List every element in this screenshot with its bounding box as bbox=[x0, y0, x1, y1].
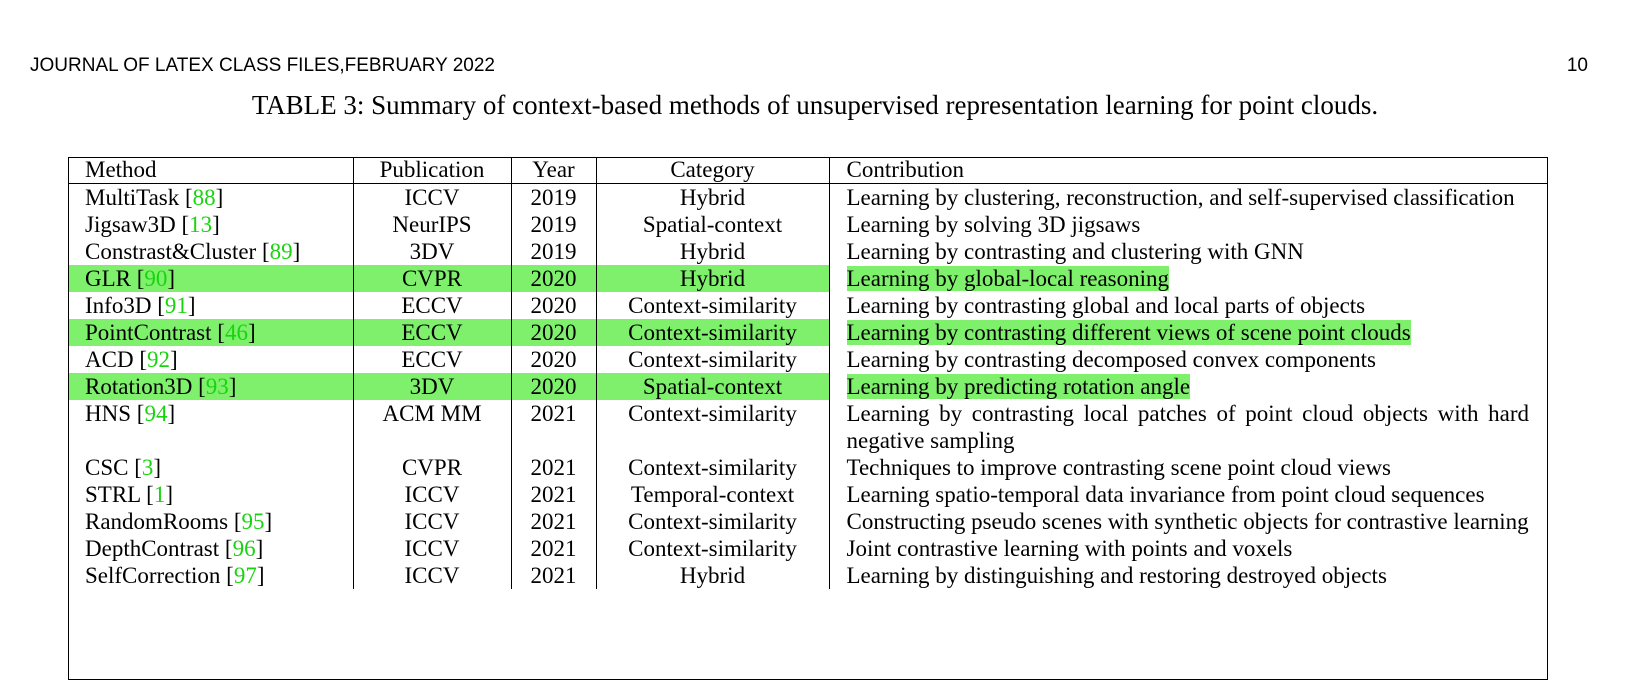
table-row bbox=[69, 319, 1547, 346]
contribution-cell bbox=[829, 238, 1547, 265]
year-cell: 2020 bbox=[511, 346, 596, 373]
contribution-cell bbox=[829, 454, 1547, 481]
contribution-text: Learning by contrasting and clustering with GNN bbox=[846, 239, 1304, 264]
category-cell: Hybrid bbox=[596, 184, 829, 212]
contribution-cell bbox=[829, 346, 1547, 373]
category-cell: Context-similarity bbox=[596, 508, 829, 535]
year-cell: 2021 bbox=[511, 508, 596, 535]
method-name: Rotation3D bbox=[85, 374, 193, 399]
year-cell: 2020 bbox=[511, 373, 596, 400]
method-cell: ACD [92] bbox=[69, 346, 353, 373]
table-row bbox=[69, 535, 1547, 562]
contribution-cell bbox=[829, 400, 1547, 454]
category-cell: Spatial-context bbox=[596, 211, 829, 238]
publication-cell: ICCV bbox=[353, 508, 511, 535]
citation-link[interactable]: 13 bbox=[189, 212, 213, 237]
citation-link[interactable]: 94 bbox=[144, 401, 168, 426]
citation-link[interactable]: 97 bbox=[233, 563, 257, 588]
category-cell: Hybrid bbox=[596, 562, 829, 589]
table-row bbox=[69, 400, 1547, 454]
publication-cell: 3DV bbox=[353, 238, 511, 265]
method-name: SelfCorrection bbox=[85, 563, 221, 588]
category-cell: Temporal-context bbox=[596, 481, 829, 508]
method-name: Info3D bbox=[85, 293, 152, 318]
column-header-year: Year bbox=[511, 158, 596, 184]
citation-link[interactable]: 3 bbox=[141, 455, 154, 480]
method-name: ACD bbox=[85, 347, 134, 372]
contribution-cell bbox=[829, 481, 1547, 508]
column-header-publication: Publication bbox=[353, 158, 511, 184]
table-row bbox=[69, 238, 1547, 265]
contribution-cell bbox=[829, 508, 1547, 535]
table-row bbox=[69, 211, 1547, 238]
publication-cell: ACM MM bbox=[353, 400, 511, 454]
method-cell: GLR [90] bbox=[69, 265, 353, 292]
contribution-cell bbox=[829, 211, 1547, 238]
publication-cell: ECCV bbox=[353, 346, 511, 373]
contribution-text: Learning by global-local reasoning bbox=[846, 266, 1170, 291]
contribution-cell bbox=[829, 265, 1547, 292]
year-cell: 2021 bbox=[511, 400, 596, 454]
citation-link[interactable]: 91 bbox=[164, 293, 188, 318]
publication-cell: ICCV bbox=[353, 535, 511, 562]
method-cell: SelfCorrection [97] bbox=[69, 562, 353, 589]
publication-cell: ICCV bbox=[353, 562, 511, 589]
contribution-cell bbox=[829, 184, 1547, 212]
category-cell: Spatial-context bbox=[596, 373, 829, 400]
method-cell: STRL [1] bbox=[69, 481, 353, 508]
method-cell: RandomRooms [95] bbox=[69, 508, 353, 535]
contribution-text: Constructing pseudo scenes with synthetic objects for contrastive learning bbox=[846, 509, 1529, 534]
citation-link[interactable]: 1 bbox=[153, 482, 166, 507]
method-name: Jigsaw3D bbox=[85, 212, 176, 237]
method-name: PointContrast bbox=[85, 320, 212, 345]
method-cell: Constrast&Cluster [89] bbox=[69, 238, 353, 265]
method-cell: Rotation3D [93] bbox=[69, 373, 353, 400]
table-row bbox=[69, 373, 1547, 400]
table-row bbox=[69, 481, 1547, 508]
method-name: MultiTask bbox=[85, 185, 180, 210]
contribution-cell bbox=[829, 292, 1547, 319]
category-cell: Context-similarity bbox=[596, 454, 829, 481]
publication-cell: ECCV bbox=[353, 292, 511, 319]
publication-cell: ECCV bbox=[353, 319, 511, 346]
table-row bbox=[69, 454, 1547, 481]
year-cell: 2021 bbox=[511, 481, 596, 508]
category-cell: Context-similarity bbox=[596, 292, 829, 319]
table-row bbox=[69, 265, 1547, 292]
table-body bbox=[69, 184, 1547, 590]
year-cell: 2021 bbox=[511, 535, 596, 562]
publication-cell: 3DV bbox=[353, 373, 511, 400]
publication-cell: CVPR bbox=[353, 454, 511, 481]
contribution-text: Learning by solving 3D jigsaws bbox=[846, 212, 1141, 237]
contribution-cell bbox=[829, 319, 1547, 346]
method-name: GLR bbox=[85, 266, 131, 291]
method-name: CSC bbox=[85, 455, 129, 480]
method-cell: DepthContrast [96] bbox=[69, 535, 353, 562]
contribution-text: Learning by clustering, reconstruction, and self-supervised classification bbox=[846, 185, 1515, 210]
contribution-text: Learning by predicting rotation angle bbox=[846, 374, 1191, 399]
contribution-text: Techniques to improve contrasting scene point cloud views bbox=[846, 455, 1392, 480]
year-cell: 2020 bbox=[511, 265, 596, 292]
method-name: Constrast&Cluster bbox=[85, 239, 257, 264]
table-caption: TABLE 3: Summary of context-based methods of unsupervised representation learning for point clouds. bbox=[251, 90, 1379, 120]
table-row bbox=[69, 346, 1547, 373]
citation-link[interactable]: 93 bbox=[205, 374, 229, 399]
category-cell: Hybrid bbox=[596, 265, 829, 292]
column-header-category: Category bbox=[596, 158, 829, 184]
contribution-text: Learning spatio-temporal data invariance from point cloud sequences bbox=[846, 482, 1485, 507]
category-cell: Context-similarity bbox=[596, 400, 829, 454]
citation-link[interactable]: 90 bbox=[144, 266, 168, 291]
category-cell: Context-similarity bbox=[596, 535, 829, 562]
table-row bbox=[69, 508, 1547, 535]
column-header-contribution: Contribution bbox=[829, 158, 1547, 184]
citation-link[interactable]: 95 bbox=[241, 509, 265, 534]
table-row bbox=[69, 562, 1547, 589]
contribution-cell bbox=[829, 535, 1547, 562]
method-cell: CSC [3] bbox=[69, 454, 353, 481]
method-name: RandomRooms bbox=[85, 509, 229, 534]
running-head: JOURNAL OF LATEX CLASS FILES,FEBRUARY 2022 bbox=[30, 55, 495, 76]
citation-link[interactable]: 92 bbox=[146, 347, 170, 372]
category-cell: Context-similarity bbox=[596, 319, 829, 346]
year-cell: 2019 bbox=[511, 211, 596, 238]
category-cell: Hybrid bbox=[596, 238, 829, 265]
method-name: STRL bbox=[85, 482, 141, 507]
citation-link[interactable]: 46 bbox=[224, 320, 248, 345]
citation-link[interactable]: 89 bbox=[269, 239, 293, 264]
year-cell: 2020 bbox=[511, 319, 596, 346]
method-cell: Jigsaw3D [13] bbox=[69, 211, 353, 238]
table-row bbox=[69, 292, 1547, 319]
year-cell: 2021 bbox=[511, 454, 596, 481]
contribution-text: Learning by contrasting different views of scene point clouds bbox=[846, 320, 1411, 345]
year-cell: 2019 bbox=[511, 238, 596, 265]
citation-link[interactable]: 96 bbox=[232, 536, 256, 561]
method-cell: MultiTask [88] bbox=[69, 184, 353, 212]
year-cell: 2020 bbox=[511, 292, 596, 319]
year-cell: 2021 bbox=[511, 562, 596, 589]
contribution-text: Learning by distinguishing and restoring destroyed objects bbox=[846, 563, 1387, 588]
contribution-text: Learning by contrasting global and local parts of objects bbox=[846, 293, 1366, 318]
table-header-row bbox=[69, 158, 1547, 184]
method-cell: PointContrast [46] bbox=[69, 319, 353, 346]
summary-table bbox=[68, 157, 1548, 680]
contribution-cell bbox=[829, 562, 1547, 589]
page-number: 10 bbox=[1566, 55, 1588, 76]
table-row bbox=[69, 184, 1547, 212]
publication-cell: NeurIPS bbox=[353, 211, 511, 238]
method-cell: Info3D [91] bbox=[69, 292, 353, 319]
contribution-text: Learning by contrasting decomposed convex components bbox=[846, 347, 1376, 372]
category-cell: Context-similarity bbox=[596, 346, 829, 373]
publication-cell: CVPR bbox=[353, 265, 511, 292]
publication-cell: ICCV bbox=[353, 481, 511, 508]
publication-cell: ICCV bbox=[353, 184, 511, 212]
citation-link[interactable]: 88 bbox=[192, 185, 216, 210]
contribution-text: Learning by contrasting local patches of point cloud objects with hard negative sampling bbox=[846, 401, 1529, 453]
method-name: DepthContrast bbox=[85, 536, 220, 561]
column-header-method: Method bbox=[69, 158, 353, 184]
method-cell: HNS [94] bbox=[69, 400, 353, 454]
contribution-text: Joint contrastive learning with points and voxels bbox=[846, 536, 1293, 561]
year-cell: 2019 bbox=[511, 184, 596, 212]
contribution-cell bbox=[829, 373, 1547, 400]
method-name: HNS bbox=[85, 401, 132, 426]
